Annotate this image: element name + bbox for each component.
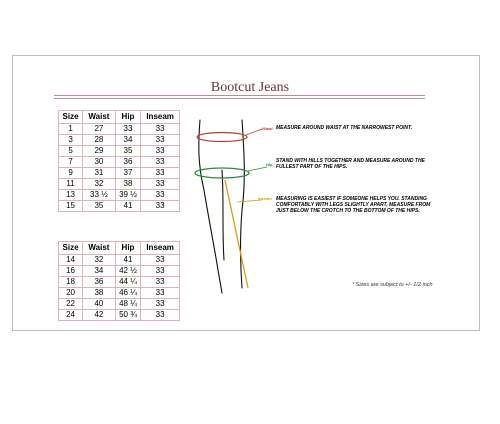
table-cell: 13	[59, 190, 83, 201]
table-cell: 33	[141, 179, 180, 190]
table-cell: 1	[59, 124, 83, 135]
table-row	[59, 157, 180, 168]
waist-measure-loop	[197, 133, 247, 142]
column-header-waist: Waist	[83, 111, 116, 124]
table-cell: 28	[83, 135, 116, 146]
table-cell: 3	[59, 135, 83, 146]
table-cell: 42 ½	[115, 266, 141, 277]
table-cell: 14	[59, 255, 83, 266]
waist-tag: Waist	[262, 126, 273, 131]
table-cell: 33	[141, 310, 180, 321]
column-header-size: Size	[59, 111, 83, 124]
table-row	[59, 299, 180, 310]
table-cell: 33	[141, 168, 180, 179]
waist-leader-line	[246, 129, 262, 135]
table-cell: 33	[141, 255, 180, 266]
table-cell: 20	[59, 288, 83, 299]
table-cell: 16	[59, 266, 83, 277]
hip-leader-line	[248, 167, 267, 171]
table-header-row	[59, 242, 180, 255]
table-row	[59, 255, 180, 266]
table-cell: 29	[83, 146, 116, 157]
table-row	[59, 288, 180, 299]
table-cell: 5	[59, 146, 83, 157]
table-cell: 30	[83, 157, 116, 168]
table-cell: 42	[83, 310, 116, 321]
table-cell: 22	[59, 299, 83, 310]
table-cell: 32	[83, 179, 116, 190]
column-header-hip: Hip	[115, 242, 141, 255]
size-footnote	[352, 282, 433, 288]
table-cell: 50 ¾	[115, 310, 141, 321]
column-header-hip: Hip	[115, 111, 141, 124]
table-cell: 33	[115, 124, 141, 135]
table-cell: 33	[141, 124, 180, 135]
table-cell: 33	[141, 201, 180, 212]
table-cell: 27	[83, 124, 116, 135]
table-cell: 37	[115, 168, 141, 179]
table-row	[59, 146, 180, 157]
title-divider	[54, 95, 425, 96]
table-cell: 33	[141, 277, 180, 288]
table-cell: 33	[141, 135, 180, 146]
table-cell: 33	[141, 157, 180, 168]
table-cell: 35	[115, 146, 141, 157]
hip-tag: Hip	[266, 162, 273, 167]
table-cell: 31	[83, 168, 116, 179]
inseam-tag: Inseam	[258, 196, 272, 201]
table-cell: 36	[83, 277, 116, 288]
hip-instruction: STAND WITH HILLS TOGETHER AND MEASURE AROUND THE FULLEST PART OF THE HIPS.	[276, 158, 425, 170]
table-cell: 9	[59, 168, 83, 179]
table-row	[59, 277, 180, 288]
page-title: Bootcut Jeans	[210, 80, 290, 95]
leg-outline	[199, 120, 245, 293]
table-cell: 33	[141, 190, 180, 201]
table-header-row	[59, 111, 180, 124]
table-row	[59, 124, 180, 135]
table-cell: 34	[83, 266, 116, 277]
table-cell: 46 ¼	[115, 288, 141, 299]
size-table-plus	[58, 241, 180, 321]
inseam-measure-line	[225, 180, 248, 288]
table-cell: 36	[115, 157, 141, 168]
table-cell: 41	[115, 255, 141, 266]
table-cell: 7	[59, 157, 83, 168]
table-cell: 40	[83, 299, 116, 310]
waist-instruction: MEASURE AROUND WAIST AT THE NARROWEST POINT.	[276, 125, 413, 131]
table-row	[59, 201, 180, 212]
table-cell: 41	[115, 201, 141, 212]
table-cell: 24	[59, 310, 83, 321]
table-cell: 38	[83, 288, 116, 299]
table-row	[59, 190, 180, 201]
table-cell: 33	[141, 266, 180, 277]
table-cell: 44 ¼	[115, 277, 141, 288]
inseam-instruction: MEASURING IS EASIEST IF SOMEONE HELPS YOU. STANDING COMFORTABLY WITH LEGS SLIGHTLY APART, MEASURE FROM JUST BELOW THE CROTCH TO THE BOTTOM OF THE HIPS.	[276, 196, 431, 214]
table-cell: 39 ½	[115, 190, 141, 201]
column-header-waist: Waist	[83, 242, 116, 255]
table-row	[59, 168, 180, 179]
table-cell: 32	[83, 255, 116, 266]
table-cell: 35	[83, 201, 116, 212]
table-cell: 33	[141, 299, 180, 310]
table-row	[59, 135, 180, 146]
table-cell: 33	[141, 146, 180, 157]
title-divider-secondary	[54, 98, 425, 99]
table-cell: 38	[115, 179, 141, 190]
table-row	[59, 179, 180, 190]
column-header-inseam: Inseam	[141, 242, 180, 255]
table-cell: 11	[59, 179, 83, 190]
table-row	[59, 266, 180, 277]
table-cell: 34	[115, 135, 141, 146]
column-header-inseam: Inseam	[141, 111, 180, 124]
table-cell: 48 ¼	[115, 299, 141, 310]
column-header-size: Size	[59, 242, 83, 255]
size-table-regular	[58, 110, 180, 212]
footnote-text: Sizes are subject to +/- 1/2 inch	[354, 282, 433, 288]
table-row	[59, 310, 180, 321]
table-cell: 18	[59, 277, 83, 288]
table-cell: 15	[59, 201, 83, 212]
footnote-asterisk: *	[352, 282, 355, 288]
table-cell: 33	[141, 288, 180, 299]
table-cell: 33 ½	[83, 190, 116, 201]
jeans-measurement-diagram	[182, 110, 272, 300]
